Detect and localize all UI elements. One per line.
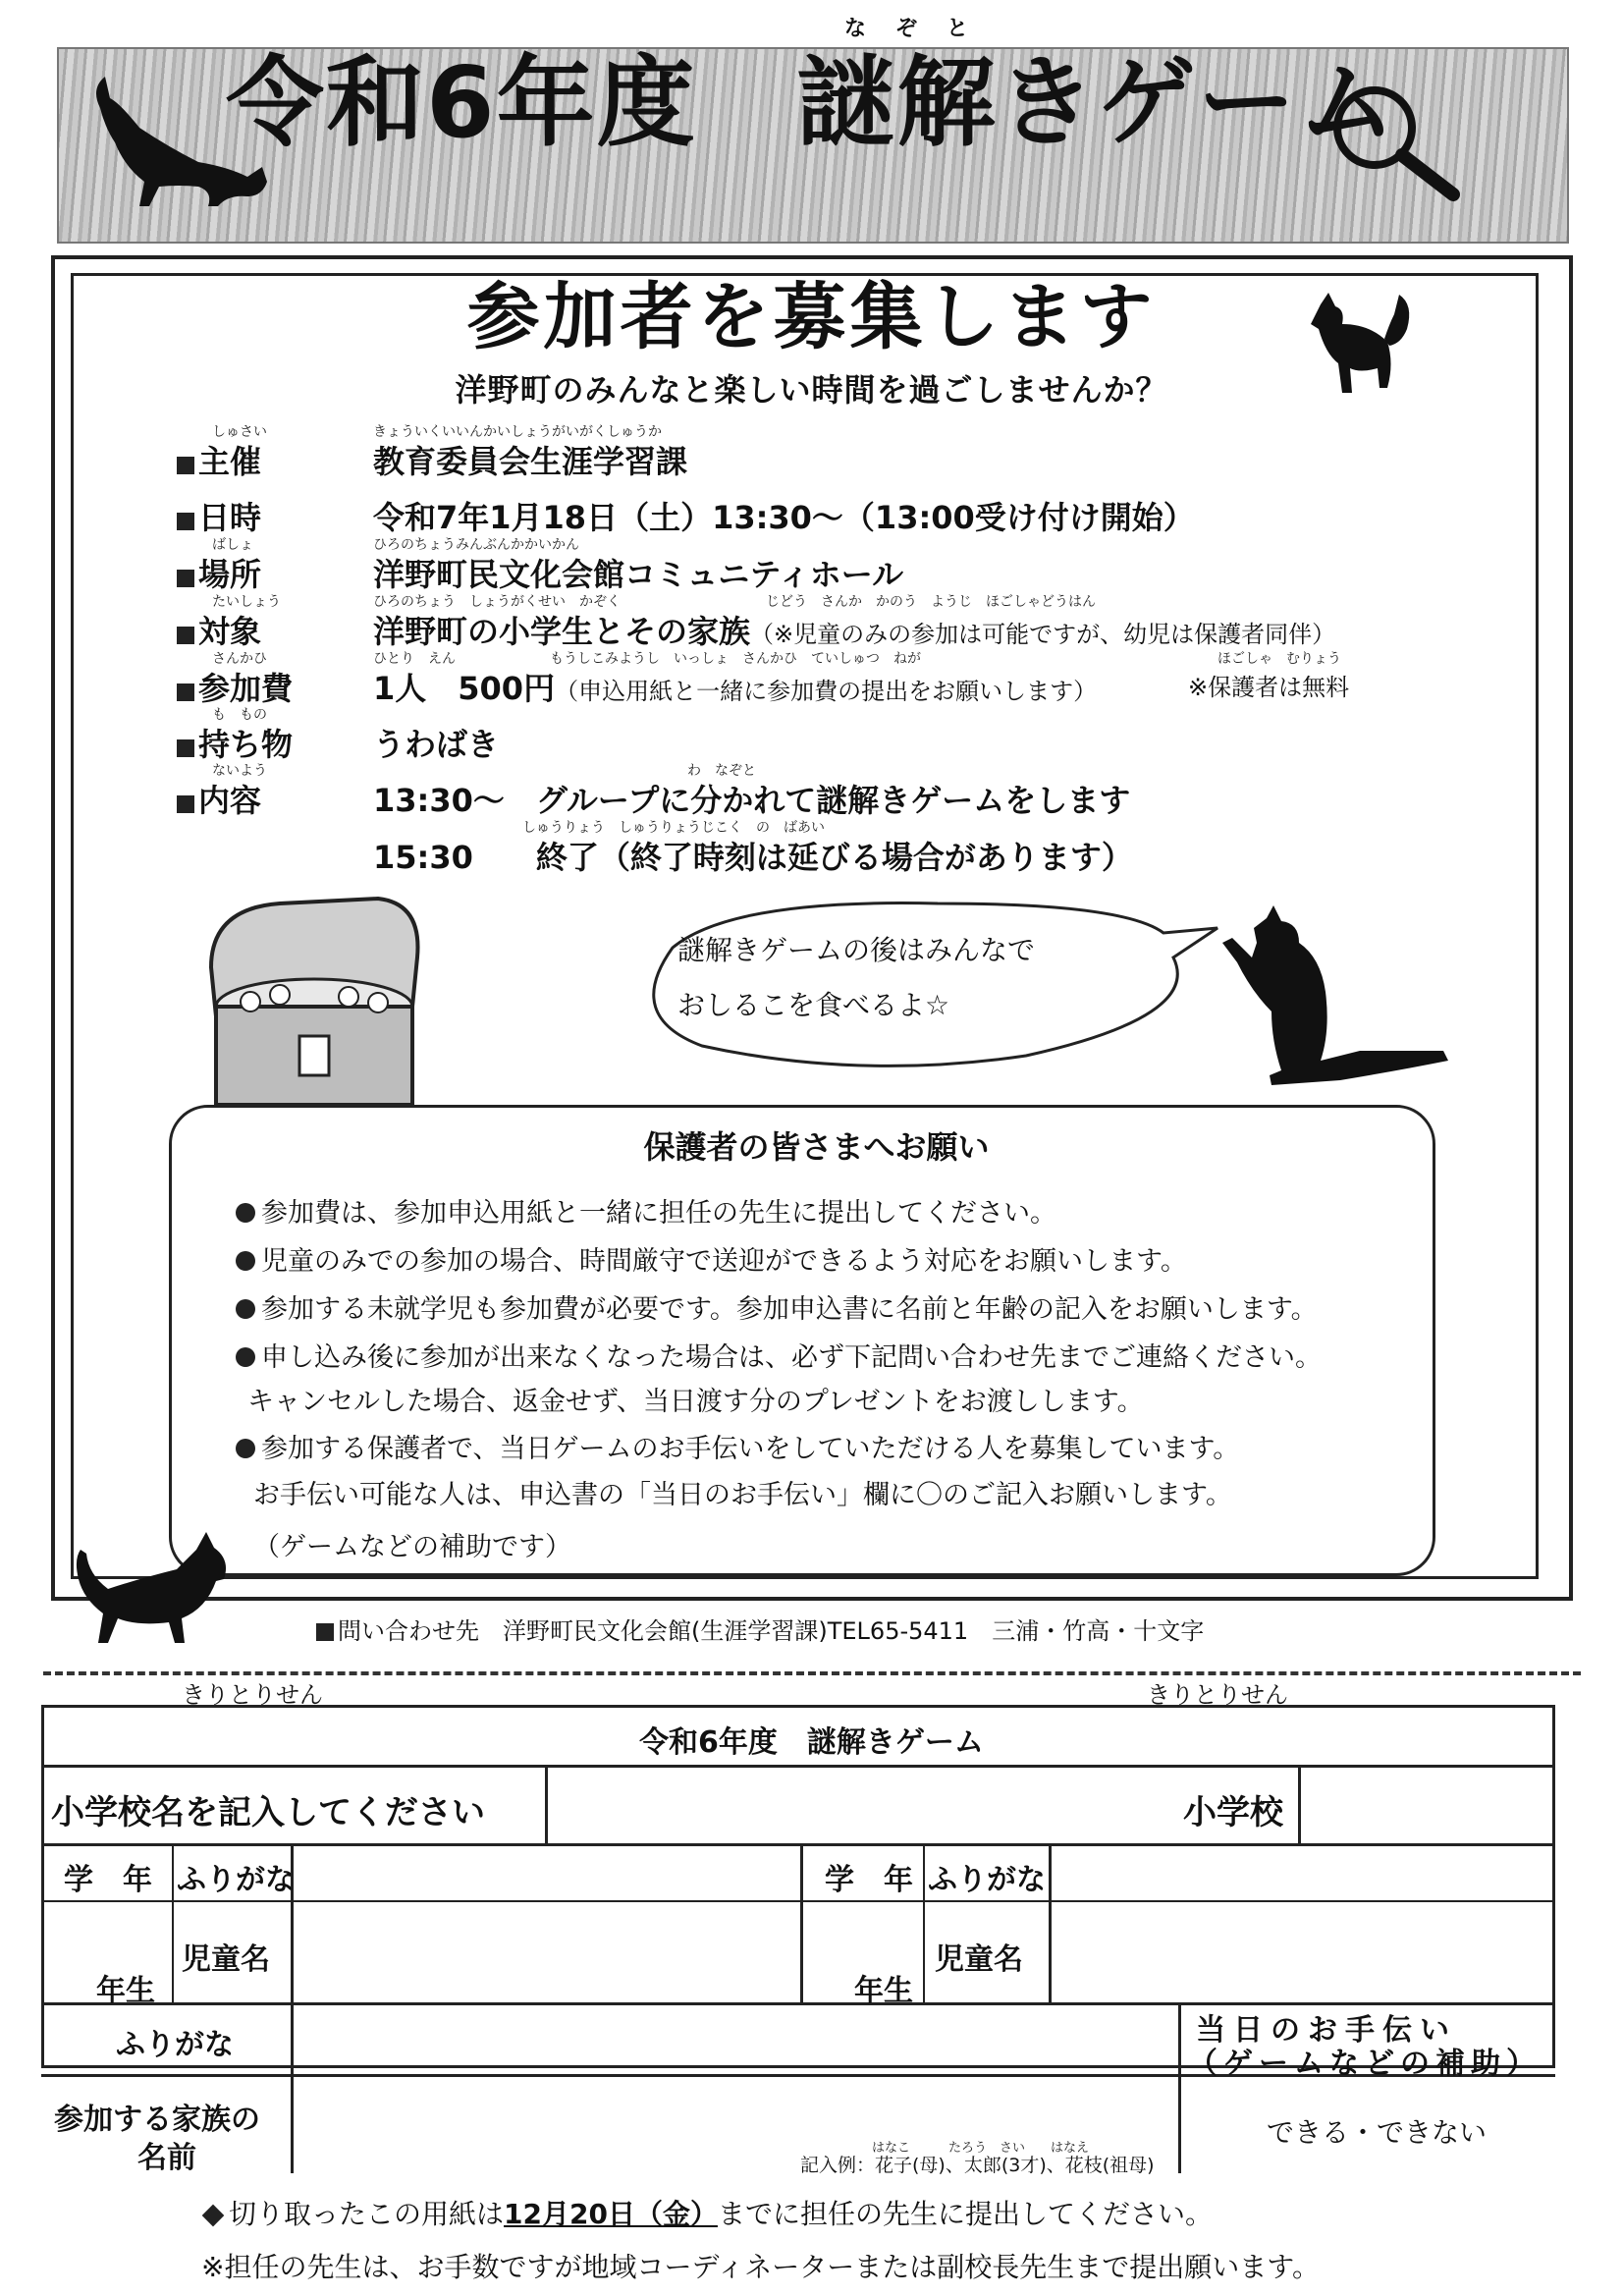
form-line [1298, 1765, 1301, 1846]
square-bullet-icon [177, 457, 194, 474]
bullet-dot-icon [236, 1299, 255, 1319]
grade-label-1: 学 年 [64, 1863, 152, 1897]
square-bullet-icon [177, 683, 194, 701]
square-bullet-icon [177, 513, 194, 530]
bullet-dot-icon [236, 1203, 255, 1223]
form-line [1049, 1843, 1052, 2002]
bullet-dot-icon [236, 1439, 255, 1458]
title-ruby: なぞと [844, 17, 999, 41]
form-line [800, 1843, 803, 2002]
child2-name-input[interactable] [1053, 1903, 1553, 2001]
school-suffix: 小学校 [1183, 1793, 1283, 1832]
target-row: たいしょう 対象 ひろのちょう しょうがくせい かぞく じどう さんか かのう ようじ ほごしゃどうはん 洋野町の小学生とその家族（※児童のみの参加は可能ですが、幼児は保護者同伴） [177, 607, 1434, 650]
notice-item: 申し込み後に参加が出来なくなった場合は、必ず下記問い合わせ先までご連絡ください。 [236, 1336, 1322, 1374]
helper-options[interactable]: できる・できない [1267, 2116, 1488, 2149]
square-bullet-icon [177, 739, 194, 757]
contact-info: 問い合わせ先 洋野町民文化会館(生涯学習課)TEL65-5411 三浦・竹高・十文字 [316, 1612, 1204, 1646]
child2-furigana-input[interactable] [1053, 1846, 1553, 1899]
organizer-label: 主催 [198, 443, 262, 480]
speech-text: 謎解きゲームの後はみんなで おしるこを食べるよ☆ [677, 934, 1036, 1021]
form-title: 令和6年度 謎解きゲーム [639, 1725, 984, 1760]
place-row: ばしょ 場所 ひろのちょうみんぶんかかいかん 洋野町民文化会館コミュニティホール [177, 550, 1434, 593]
school-name-extra-input[interactable] [1303, 1770, 1553, 1840]
cut-label-left: きりとりせん [182, 1681, 323, 1709]
items-row: も もの 持ち物 うわばき [177, 720, 1434, 763]
square-bullet-icon [177, 570, 194, 587]
form-line [41, 1765, 1555, 1768]
footer-deadline-note: 切り取ったこの用紙は12月20日（金）までに担任の先生に提出してください。 [201, 2193, 1213, 2232]
walking-cat-icon [69, 1520, 236, 1658]
family-furigana-label: ふりがな [116, 2028, 234, 2062]
target-value: 洋野町の小学生とその家族 [373, 613, 751, 650]
target-note: （※児童のみの参加は可能ですが、幼児は保護者同伴） [750, 621, 1336, 648]
fee-value: 1人 500円 [373, 670, 556, 707]
items-label: 持ち物 [198, 726, 294, 763]
target-label: 対象 [198, 613, 262, 650]
child1-furigana-input[interactable] [295, 1846, 799, 1899]
helper-label-line2: （ゲームなどの補助） [1188, 2047, 1542, 2081]
child2-grade-input[interactable] [805, 1903, 921, 2001]
fee-note: （申込用紙と一緒に参加費の提出をお願いします） [555, 678, 1098, 705]
helper-label-line1: 当日のお手伝い [1196, 2013, 1457, 2048]
square-bullet-icon [316, 1623, 334, 1641]
grade-label-2: 学 年 [825, 1863, 913, 1897]
notice-item-continued: （ゲームなどの補助です） [253, 1532, 571, 1562]
child1-grade-input[interactable] [44, 1903, 170, 2001]
form-line [291, 2002, 294, 2173]
furigana-label-1: ふりがな [177, 1863, 295, 1897]
child-name-label-2: 児童名 [935, 1942, 1023, 1977]
notice-item-continued: キャンセルした場合、返金せず、当日渡す分のプレゼントをお渡しします。 [247, 1387, 1144, 1417]
items-value: うわばき [373, 726, 500, 763]
footer-teacher-note: ※担任の先生は、お手数ですが地域コーディネーターまたは副校長先生まで提出願います。 [201, 2251, 1320, 2283]
content-label: 内容 [198, 782, 262, 819]
datetime-row [177, 493, 1434, 536]
magnifier-icon [1316, 79, 1473, 206]
form-line [923, 1843, 925, 2002]
fee-row: さんかひ 参加費 ひとり えん もうしこみようし いっしょ さんかひ ていしゅつ ねが 1人 500円（申込用紙と一緒に参加費の提出をお願いします） ほごしゃ むりょう ※保護者は無料 [177, 664, 1434, 707]
bullet-dot-icon [236, 1347, 255, 1367]
datetime-label: 日時 [198, 499, 262, 536]
recruitment-heading: 参加者を募集します [466, 275, 1157, 359]
place-label: 場所 [198, 556, 262, 593]
grade-suffix-2: 年生 [854, 1974, 913, 2008]
form-line [1178, 2002, 1181, 2173]
fee-extra: ※保護者は無料 [1188, 674, 1350, 701]
square-bullet-icon [177, 795, 194, 813]
content-line1: 13:30～ グループに分かれて謎解きゲームをします [373, 782, 1131, 819]
datetime-value: 令和7年1月18日（土）13:30～（13:00受け付け開始） [373, 499, 1195, 536]
sitting-cat-icon [1213, 903, 1458, 1100]
square-bullet-icon [177, 627, 194, 644]
place-value: 洋野町民文化会館コミュニティホール [373, 556, 904, 593]
bullet-dot-icon [236, 1251, 255, 1271]
grade-suffix-1: 年生 [96, 1974, 155, 2008]
cat-icon [1281, 285, 1429, 403]
cut-label-right: きりとりせん [1147, 1681, 1288, 1709]
notice-item: 参加する未就学児も参加費が必要です。参加申込書に名前と年齢の記入をお願いします。 [236, 1287, 1318, 1326]
notice-item-continued: お手伝い可能な人は、申込書の「当日のお手伝い」欄に〇のご記入お願いします。 [253, 1480, 1232, 1510]
form-line [41, 2074, 1180, 2077]
content-row-2: しゅうりょう しゅうりょうじこく の ばあい 15:30 終了（終了時刻は延びる場合があります） [373, 820, 1133, 876]
family-furigana-input[interactable] [295, 2005, 1176, 2072]
school-name-input[interactable] [550, 1770, 1178, 1840]
notice-item: 参加費は、参加申込用紙と一緒に担任の先生に提出してください。 [236, 1191, 1056, 1230]
notice-item: 参加する保護者で、当日ゲームのお手伝いをしていただける人を募集しています。 [236, 1427, 1239, 1465]
treasure-chest-icon [191, 889, 437, 1124]
child-name-label-1: 児童名 [182, 1942, 270, 1977]
form-line [41, 1900, 1555, 1902]
example-text: 記入例：花子(母)、太郎(3才)、花枝(祖母) [800, 2155, 1155, 2176]
diamond-bullet-icon [202, 2205, 225, 2227]
family-name-label-1: 参加する家族の [54, 2103, 260, 2137]
deadline-date: 12月20日（金） [504, 2198, 718, 2230]
content-row: ないよう 内容 わ なぞと 13:30～ グループに分かれて謎解きゲームをします [177, 776, 1434, 819]
school-prompt: 小学校名を記入してください [51, 1793, 485, 1832]
form-line [545, 1765, 548, 1846]
page-title: 令和6年度 謎解きゲーム [226, 45, 1398, 160]
recruitment-subheading: 洋野町のみんなと楽しい時間を過ごしませんか？ [455, 371, 1168, 409]
family-name-label-2: 名前 [137, 2141, 196, 2175]
organizer-row: しゅさい 主催 きょういくいいんかいしょうがいがくしゅうか 教育委員会生涯学習課 [177, 437, 1434, 480]
furigana-label-2: ふりがな [928, 1863, 1046, 1897]
form-line [172, 1843, 174, 2002]
organizer-value: 教育委員会生涯学習課 [373, 443, 688, 480]
notice-item: 児童のみでの参加の場合、時間厳守で送迎ができるよう対応をお願いします。 [236, 1239, 1187, 1278]
fee-label: 参加費 [198, 670, 294, 707]
child1-name-input[interactable] [295, 1903, 799, 2001]
parents-notice-title: 保護者の皆さまへお願い [643, 1128, 990, 1166]
content-line2: 15:30 終了（終了時刻は延びる場合があります） [373, 839, 1133, 876]
